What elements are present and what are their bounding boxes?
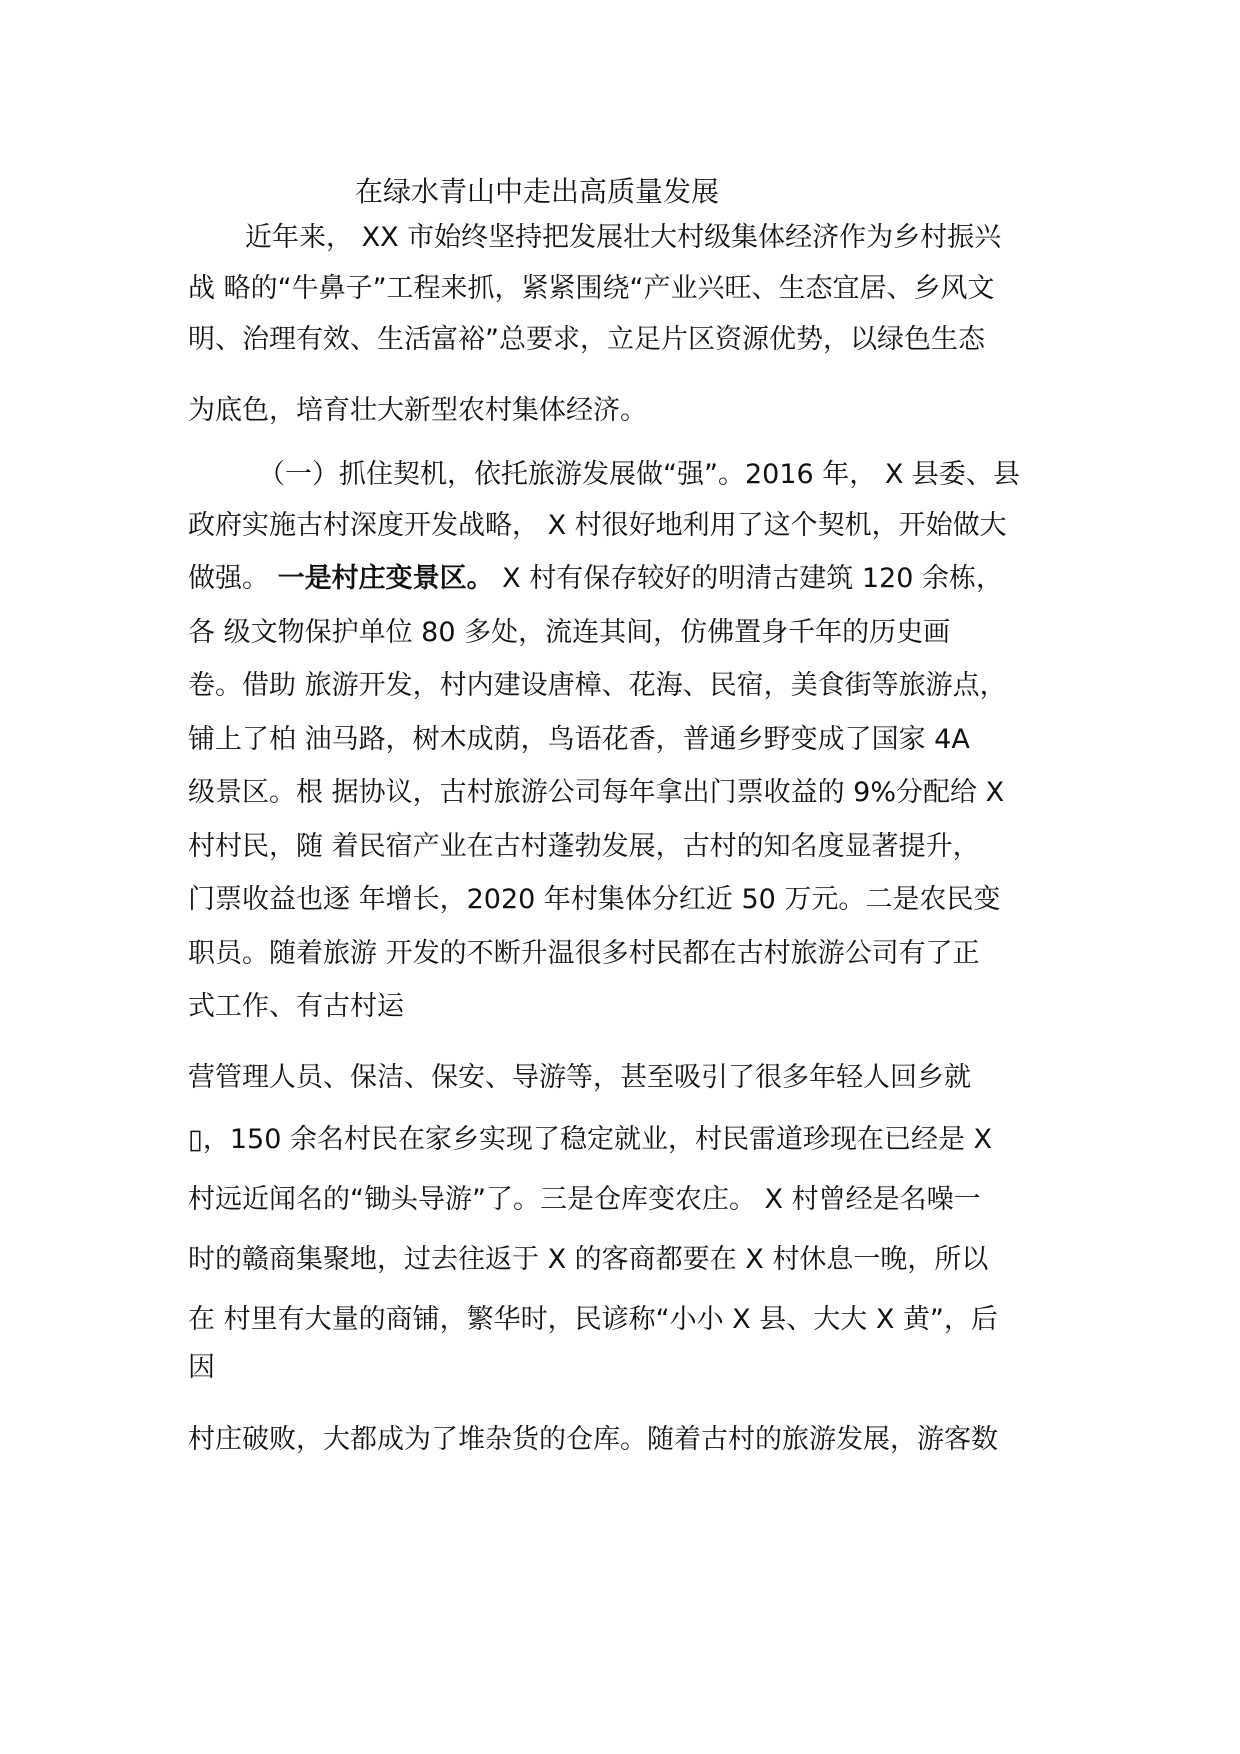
paragraph-line: 式工作、有古村运 [188, 991, 404, 1022]
paragraph-line: 战 略的“牛鼻子”工程来抓，紧紧围绕“产业兴旺、生态宜居、乡风文 [188, 273, 995, 304]
paragraph-line: （一）抓住契机，依托旅游发展做“强”。2016 年， X 县委、县 [258, 459, 1020, 490]
paragraph-line: 在 村里有大量的商铺，繁华时，民谚称“小小 X 县、大大 X 黄”，后 [188, 1304, 998, 1335]
paragraph-line: 村庄破败，大都成为了堆杂货的仓库。随着古村的旅游发展，游客数 [188, 1424, 998, 1455]
paragraph-line: 门票收益也逐 年增长，2020 年村集体分红近 50 万元。二是农民变 [188, 884, 1001, 915]
paragraph-line: 因 [188, 1352, 215, 1383]
paragraph-line: 为底色，培育壮大新型农村集体经济。 [188, 395, 647, 426]
paragraph-line: 村远近闻名的“锄头导游”了。三是仓库变农庄。 X 村曾经是名噪一 [188, 1184, 981, 1215]
document-title: 在绿水青山中走出高质量发展 [355, 175, 720, 208]
paragraph-line: 各 级文物保护单位 80 多处，流连其间，仿佛置身千年的历史画 [188, 617, 951, 648]
paragraph-line: 职员。随着旅游 开发的不断升温很多村民都在古村旅游公司有了正 [188, 938, 980, 969]
paragraph-line: 近年来， XX 市始终坚持把发展壮大村级集体经济作为乡村振兴 [245, 222, 1002, 253]
paragraph-line: 村村民，随 着民宿产业在古村蓬勃发展，古村的知名度显著提升， [188, 831, 980, 862]
paragraph-line: 明、治理有效、生活富裕”总要求，立足片区资源优势，以绿色生态 [188, 324, 985, 355]
paragraph-line: 铺上了柏 油马路，树木成荫，鸟语花香，普通乡野变成了国家 4A [188, 724, 970, 755]
paragraph-line: 政府实施古村深度开发战略， X 村很好地利用了这个契机，开始做大 [188, 510, 1007, 541]
paragraph-line: 级景区。根 据协议，古村旅游公司每年拿出门票收益的 9%分配给 X [188, 777, 1005, 808]
bold-heading: 一是村庄变景区。 [277, 563, 494, 594]
paragraph-line [188, 559, 1003, 599]
line-text: 做强。 [188, 563, 278, 594]
paragraph-line: 卷。借助 旅游开发，村内建设唐樟、花海、民宿，美食街等旅游点， [188, 670, 1007, 701]
paragraph-line: 营管理人员、保洁、保安、导游等，甚至吸引了很多年轻人回乡就 [188, 1062, 971, 1093]
paragraph-line: ▯，150 余名村民在家乡实现了稳定就业，村民雷道珍现在已经是 X [188, 1124, 993, 1155]
line-text: X 村有保存较好的明清古建筑 120 余栋， [493, 563, 1003, 594]
paragraph-line: 时的赣商集聚地，过去往返于 X 的客商都要在 X 村休息一晚，所以 [188, 1244, 989, 1275]
